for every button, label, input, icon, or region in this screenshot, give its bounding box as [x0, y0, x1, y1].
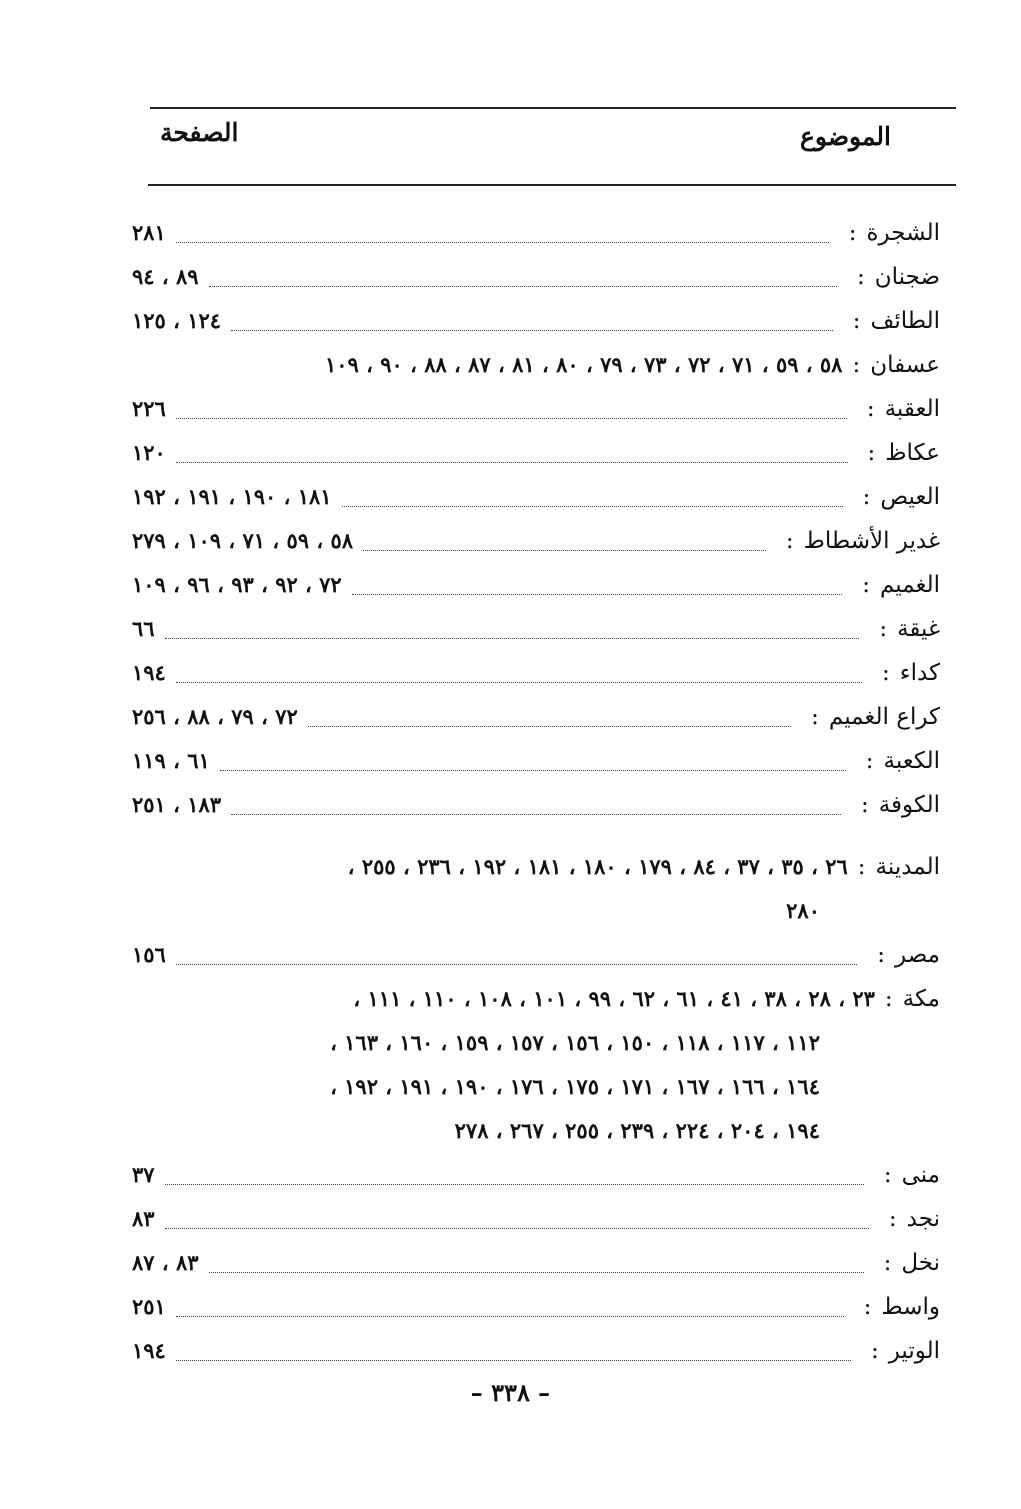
page-number: – ٣٣٨ –	[470, 1378, 551, 1407]
index-entry-makka	[132, 986, 940, 1162]
place-name: كراع الغميم	[828, 704, 940, 730]
place-name: ضجنان	[874, 264, 940, 290]
separator: :	[870, 1338, 879, 1364]
separator: :	[860, 792, 869, 818]
index-entry	[132, 748, 940, 792]
separator: :	[848, 220, 857, 246]
index-entry	[132, 572, 940, 616]
place-name: غيقة	[897, 616, 940, 642]
dot-leader	[352, 593, 842, 595]
page-refs: ٢٥١	[132, 1294, 166, 1319]
place-name: مصر	[895, 942, 940, 968]
index-entry	[132, 1206, 940, 1250]
page-refs: ٢٦ ، ٣٥ ، ٣٧ ، ٨٤ ، ١٧٩ ، ١٨٠ ، ١٨١ ، ١٩٢ ، ٢٣٦ ، ٢٥٥ ،	[347, 854, 848, 879]
page-refs: ١٩٤	[132, 1338, 166, 1363]
page-refs: ٢٢٦	[132, 396, 166, 421]
index-entry	[132, 660, 940, 704]
separator: :	[888, 1206, 897, 1232]
separator: :	[852, 308, 861, 334]
separator: :	[852, 352, 861, 378]
page-refs: ١٨١ ، ١٩٠ ، ١٩١ ، ١٩٢	[132, 484, 332, 509]
dot-leader	[176, 963, 857, 965]
separator: :	[811, 704, 819, 730]
separator: :	[879, 616, 888, 642]
place-name: واسط	[881, 1294, 940, 1320]
index-entry-madina	[132, 854, 940, 942]
index-entry	[132, 1162, 940, 1206]
index-entry	[132, 220, 940, 264]
separator: :	[877, 942, 886, 968]
place-name: الشجرة	[866, 220, 940, 246]
separator: :	[863, 1294, 872, 1320]
page-refs: ٦٦	[132, 616, 155, 641]
place-name: نجد	[906, 1206, 940, 1232]
page-refs: ١٥٦	[132, 942, 166, 967]
place-name: الكعبة	[883, 748, 940, 774]
index-entry	[132, 484, 940, 528]
dot-leader	[176, 681, 862, 683]
page-refs-continued: ١١٢ ، ١١٧ ، ١١٨ ، ١٥٠ ، ١٥٦ ، ١٥٧ ، ١٥٩ ، ١٦٠ ، ١٦٣ ،	[330, 1030, 820, 1055]
place-name: المدينة	[875, 854, 940, 880]
page-refs: ٦١ ، ١١٩	[132, 748, 210, 773]
index-entry	[132, 1294, 940, 1338]
separator: :	[867, 440, 876, 466]
dot-leader	[176, 417, 847, 419]
separator: :	[865, 748, 874, 774]
place-name: مكة	[902, 986, 940, 1012]
place-name: العقبة	[884, 396, 940, 422]
separator: :	[857, 264, 865, 290]
page-refs: ٥٨ ، ٥٩ ، ٧١ ، ١٠٩ ، ٢٧٩	[132, 528, 353, 553]
dot-leader	[209, 285, 838, 287]
page-refs: ٣٧	[132, 1162, 155, 1187]
separator: :	[883, 1250, 892, 1276]
place-name: الوتير	[888, 1338, 940, 1364]
dot-leader	[165, 637, 860, 639]
place-name: عسفان	[870, 352, 940, 378]
place-name: عكاظ	[885, 440, 940, 466]
dot-leader	[165, 1183, 864, 1185]
index-entry	[132, 616, 940, 660]
dot-leader	[231, 329, 833, 331]
index-entries	[132, 220, 940, 1382]
page-refs: ٨٩ ، ٩٤	[132, 264, 199, 289]
index-entry	[132, 352, 940, 396]
index-entry	[132, 1338, 940, 1382]
place-name: غدير الأشطاط	[803, 528, 940, 554]
dot-leader	[176, 1315, 844, 1317]
page-refs: ٥٨ ، ٥٩ ، ٧١ ، ٧٢ ، ٧٣ ، ٧٩ ، ٨٠ ، ٨١ ، ٨٧ ، ٨٨ ، ٩٠ ، ١٠٩	[324, 352, 843, 377]
subject-header: الموضوع	[800, 122, 891, 151]
dot-leader	[342, 505, 843, 507]
index-entry	[132, 942, 940, 986]
page-refs-continued: ٢٨٠	[786, 898, 820, 923]
place-name: الكوفة	[878, 792, 940, 818]
index-entry	[132, 396, 940, 440]
dot-leader	[308, 725, 791, 727]
place-name: منى	[901, 1162, 940, 1188]
separator: :	[882, 660, 890, 686]
place-name: الغميم	[879, 572, 940, 598]
page-refs: ١٩٤	[132, 660, 166, 685]
index-entry	[132, 792, 940, 836]
index-entry	[132, 528, 940, 572]
header-top-rule	[150, 107, 956, 109]
page-header: الصفحة	[160, 118, 239, 147]
separator: :	[862, 572, 870, 598]
page-refs: ١٢٤ ، ١٢٥	[132, 308, 222, 333]
separator: :	[884, 986, 893, 1012]
dot-leader	[363, 549, 766, 551]
index-entry	[132, 440, 940, 484]
dot-leader	[209, 1271, 864, 1273]
dot-leader	[176, 461, 848, 463]
page-refs: ٨٣	[132, 1206, 155, 1231]
index-entry	[132, 264, 940, 308]
page-refs: ٧٢ ، ٩٢ ، ٩٣ ، ٩٦ ، ١٠٩	[132, 572, 342, 597]
dot-leader	[176, 1359, 851, 1361]
header-bottom-rule	[148, 184, 956, 186]
separator: :	[866, 396, 875, 422]
dot-leader	[176, 241, 829, 243]
index-entry	[132, 1250, 940, 1294]
place-name: العيص	[880, 484, 940, 510]
separator: :	[862, 484, 871, 510]
page-refs: ١٨٣ ، ٢٥١	[132, 792, 222, 817]
dot-leader	[231, 813, 841, 815]
page-refs: ٢٨١	[132, 220, 166, 245]
separator: :	[857, 854, 866, 880]
page-refs-continued: ١٩٤ ، ٢٠٤ ، ٢٢٤ ، ٢٣٩ ، ٢٥٥ ، ٢٦٧ ، ٢٧٨	[454, 1118, 820, 1143]
page-refs: ٧٢ ، ٧٩ ، ٨٨ ، ٢٥٦	[132, 704, 298, 729]
page-refs: ١٢٠	[132, 440, 166, 465]
page-refs: ٨٣ ، ٨٧	[132, 1250, 199, 1275]
page-refs-continued: ١٦٤ ، ١٦٦ ، ١٦٧ ، ١٧١ ، ١٧٥ ، ١٧٦ ، ١٩٠ ، ١٩١ ، ١٩٢ ،	[330, 1074, 820, 1099]
dot-leader	[220, 769, 846, 771]
index-entry	[132, 308, 940, 352]
separator: :	[785, 528, 794, 554]
page-refs: ٢٣ ، ٢٨ ، ٣٨ ، ٤١ ، ٦١ ، ٦٢ ، ٩٩ ، ١٠١ ، ١٠٨ ، ١١٠ ، ١١١ ،	[353, 986, 875, 1011]
place-name: الطائف	[870, 308, 940, 334]
place-name: نخل	[901, 1250, 940, 1276]
place-name: كداء	[899, 660, 940, 686]
separator: :	[883, 1162, 892, 1188]
dot-leader	[165, 1227, 869, 1229]
index-entry	[132, 704, 940, 748]
